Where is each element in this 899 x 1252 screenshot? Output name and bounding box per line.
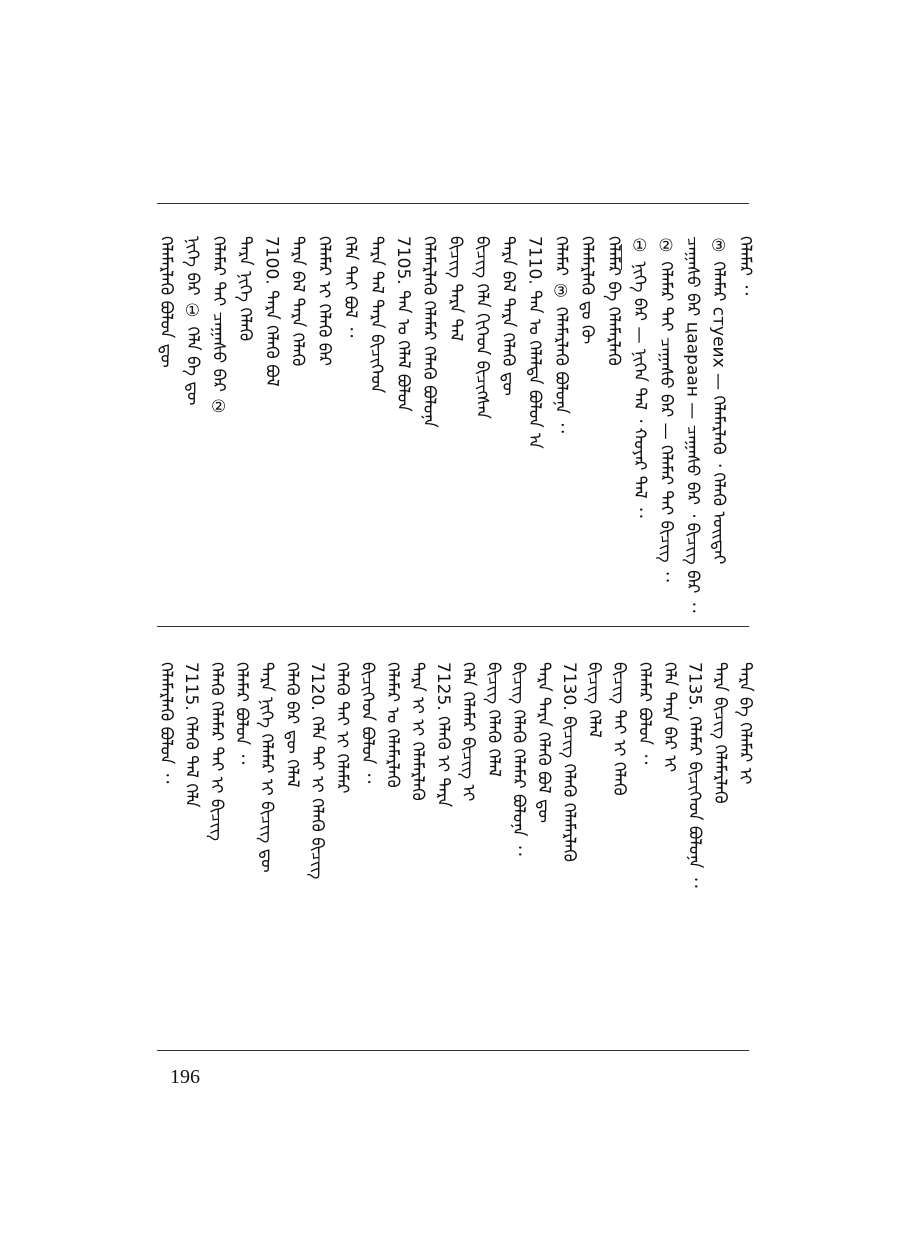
top-rule <box>157 203 749 204</box>
text-column: 7125. ᠬᠡᠯᠡᠬᠦ ᠢ ᠲᠡᠷᠡ <box>432 662 453 808</box>
text-column: ᠬᠡᠯᠡ ᠲᠠᠢ ᠪᠣᠯ ᠂᠂ <box>340 236 361 338</box>
text-column: 7110. ᠲᠠᠨ ᠤ ᠬᠡᠯᠡᠯᠲᠡ ᠪᠣᠯᠤᠨ ᠠ <box>524 236 545 449</box>
text-column: ᠬᠡᠯᠡᠮᠡᠷ ᠪᠡ ᠬᠡᠯᠡᠮᠡᠷᠯᠡᠬᠦ <box>603 236 624 366</box>
text-column: ᠲᠡᠷᠡ ᠢ ᠢ ᠬᠡᠯᠡᠮᠡᠷᠯᠡᠬᠦ <box>407 662 428 801</box>
text-column: ᠬᠡᠯᠡᠬᠦ ᠬᠡᠯᠡᠮᠡᠷ ᠲᠠᠢ ᠢ ᠪᠢᠴᠢᠭ <box>206 662 227 842</box>
bottom-rule <box>157 1050 749 1051</box>
text-column: ᠪᠢᠴᠢᠭ ᠲᠠᠢ ᠢ ᠬᠡᠯᠡᠬᠦ <box>609 662 630 796</box>
text-column: ᠲᠡᠷᠡ ᠨᠢᠭᠡ ᠬᠡᠯᠡᠬᠦ <box>234 236 255 342</box>
text-column: ᠲᠡᠷᠡ ᠨᠢᠭᠡ ᠬᠡᠯᠡᠮᠡᠷ ᠢ ᠪᠢᠴᠢᠭ ᠳᠦ <box>256 662 277 873</box>
text-column: ᠲᠡᠷᠡ ᠪᠢᠴᠢᠭ ᠬᠡᠯᠡᠮᠡᠷᠯᠡᠬᠦ <box>709 662 730 804</box>
text-column: ᠬᠡᠯᠡ ᠬᠡᠯᠡᠮᠡᠷ ᠪᠢᠴᠢᠭ ᠢ <box>458 662 479 802</box>
text-column: ᠪᠢᠴᠢᠭ ᠬᠡᠯᠡᠬᠦ ᠬᠡᠯᠡᠮᠡᠷ ᠪᠣᠯᠤᠨᠠ ᠂᠂ <box>508 662 529 856</box>
text-column: ᠲᠡᠷᠡ ᠲᠡᠷᠡ ᠬᠡᠯᠡᠬᠦ ᠪᠣᠯ ᠳᠦ <box>533 662 554 824</box>
text-column: ᠬᠡᠯᠡᠮᠡᠷ ᠢ ᠬᠡᠯᠡᠬᠦ ᠪᠡᠷ <box>313 236 334 366</box>
text-column: ᠪᠢᠴᠢᠭ ᠬᠡᠯᠡᠬᠦ ᠬᠡᠯᠡᠯ <box>483 662 504 777</box>
text-column: ᠬᠡᠯᠡᠬᠦ ᠲᠠᠢ ᠢ ᠬᠡᠯᠡᠮᠡᠷ <box>332 662 353 794</box>
text-column: ᠬᠡᠯᠡᠮᠡᠷᠯᠡᠬᠦ ᠬᠡᠯᠡᠮᠡᠷ ᠬᠡᠯᠡᠬᠦ ᠪᠣᠯᠤᠨᠠ <box>419 236 440 428</box>
text-column: ᠬᠡᠯᠡᠮᠡᠷᠯᠡᠬᠦ ᠪᠣᠯᠤᠨ ᠳᠦ <box>156 236 176 368</box>
page-number: 196 <box>170 1066 200 1088</box>
text-column: ① ᠨᠢᠭᠡ ᠪᠠᠷ — ᠨᠢᠭᠡᠨ ᠲᠠᠯ ᠂ ᠬᠣᠶᠠᠷ ᠲᠠᠯ ᠂᠂ <box>629 236 650 518</box>
text-column: ᠬᠡᠯᠡᠮᠡᠷ ᠤ ᠬᠡᠯᠡᠮᠡᠷᠯᠡᠬᠦ <box>382 662 403 788</box>
text-column: 7130. ᠪᠢᠴᠢᠭ ᠬᠡᠯᠡᠬᠦ ᠬᠡᠯᠡᠮᠡᠷᠯᠡᠬᠦ <box>558 662 579 862</box>
text-column: ᠬᠡᠯᠡᠮᠡᠷ ᠲᠠᠢ ᠴᠠᠭᠠᠰᠤ ᠪᠠᠷ ② <box>208 236 229 418</box>
text-column: ᠬᠡᠯᠡᠮᠡᠷᠯᠡᠬᠦ ᠳᠣ ᠬᠦ <box>577 236 598 345</box>
text-column: ᠬᠡᠯᠡᠮᠡᠷ ᠪᠣᠯᠤᠨ ᠂᠂ <box>634 662 655 765</box>
text-column: ᠲᠡᠷᠡ ᠲᠠᠯ ᠲᠡᠷᠡ ᠪᠢᠴᠢᠭᠡᠳ <box>366 236 387 394</box>
text-column: ᠬᠡᠯᠡᠮᠡᠷᠯᠡᠬᠦ ᠪᠣᠯᠤᠨ ᠂᠂ <box>156 662 176 784</box>
text-column: ② ᠬᠡᠯᠡᠮᠡᠷ ᠲᠠᠢ ᠴᠠᠭᠠᠰᠤ ᠪᠠᠷ — ᠬᠡᠯᠡᠮᠡᠷ ᠲᠠᠢ ᠪᠢᠴᠢᠭ ᠂᠂ <box>656 236 677 582</box>
text-column: 7105. ᠲᠠᠨ ᠤ ᠬᠡᠯᠡᠯ ᠪᠣᠯᠤᠨ <box>392 236 413 412</box>
text-column: ᠨᠢᠭᠡ ᠪᠠᠷ ① ᠬᠡᠯᠡ ᠪᠡ ᠳᠦ <box>182 236 203 406</box>
text-column: ᠬᠡᠯᠡ ᠲᠡᠷᠡ ᠪᠠᠷ ᠢ <box>659 662 680 773</box>
text-column: 7115. ᠬᠡᠯᠡᠬᠦ ᠲᠠᠯ ᠬᠡᠯᠡ <box>181 662 202 808</box>
text-column: ᠴᠠᠭᠠᠰᠤ ᠪᠠᠷ цаараан — ᠴᠠᠭᠠᠰᠤ ᠪᠠᠷ ᠂ ᠪᠢᠴᠢᠭ ᠪᠠᠷ ᠂᠂ <box>682 236 703 613</box>
text-column: ᠬᠡᠯᠡᠮᠡᠷ ᠪᠣᠯᠤᠨ ᠂᠂ <box>231 662 252 765</box>
text-column: ᠬᠡᠯᠡᠮᠡᠷ ᠂᠂ <box>735 236 755 296</box>
text-column: ᠲᠡᠷᠡ ᠪᠡᠯ ᠲᠡᠷᠡ ᠬᠡᠯᠡᠬᠦ <box>287 236 308 367</box>
middle-rule <box>157 626 749 627</box>
text-column: ᠪᠢᠴᠢᠭ ᠲᠡᠷᠡ ᠲᠠᠯ <box>445 236 466 342</box>
text-column: ᠬᠡᠯᠡᠮᠡᠷ ③ ᠬᠡᠯᠡᠮᠡᠷᠯᠡᠬᠦ ᠪᠣᠯᠤᠨᠠ ᠂᠂ <box>550 236 571 434</box>
text-column: 7120. ᠬᠡᠯᠡ ᠲᠠᠢ ᠢ ᠬᠡᠯᠡᠬᠦ ᠪᠢᠴᠢᠭ <box>307 662 328 880</box>
text-column: ᠪᠢᠴᠢᠭ ᠬᠡᠯᠡᠯ <box>583 662 604 738</box>
text-column: ③ ᠬᠡᠯᠡᠮᠡᠷ cтуеих — ᠬᠡᠯᠡᠮᠡᠷᠯᠡᠬᠦ ᠂ ᠬᠡᠯᠡᠬᠦ ᠤᠢᠲᠠᠢ <box>708 236 729 565</box>
text-column: ᠲᠡᠷᠡ ᠪᠡᠯ ᠲᠡᠷᠡ ᠬᠡᠯᠡᠬᠦ ᠳᠦ <box>498 236 519 396</box>
text-column: 7135. ᠬᠡᠯᠡᠮᠡᠷ ᠪᠢᠴᠢᠭᠡᠳ ᠪᠣᠯᠤᠨᠠ ᠂᠂ <box>684 662 705 888</box>
text-column: ᠬᠡᠯᠡᠬᠦ ᠪᠠᠷ ᠳᠦ ᠬᠡᠯᠡᠯ <box>281 662 302 788</box>
text-column: ᠲᠡᠷᠡ ᠪᠡ ᠬᠡᠯᠡᠮᠡᠷ ᠢ <box>735 662 755 785</box>
text-column: ᠪᠢᠴᠢᠭᠡᠳ ᠪᠣᠯᠤᠨ ᠂᠂ <box>357 662 378 784</box>
text-column: 7100. ᠲᠡᠷᠡ ᠬᠡᠯᠡᠬᠦ ᠪᠣᠯ <box>261 236 282 387</box>
text-column: ᠪᠢᠴᠢᠭ ᠬᠡᠯᠡ ᠬᠢᠭᠡᠳ ᠪᠢᠴᠢᠭᠰᠡᠨ <box>471 236 492 419</box>
